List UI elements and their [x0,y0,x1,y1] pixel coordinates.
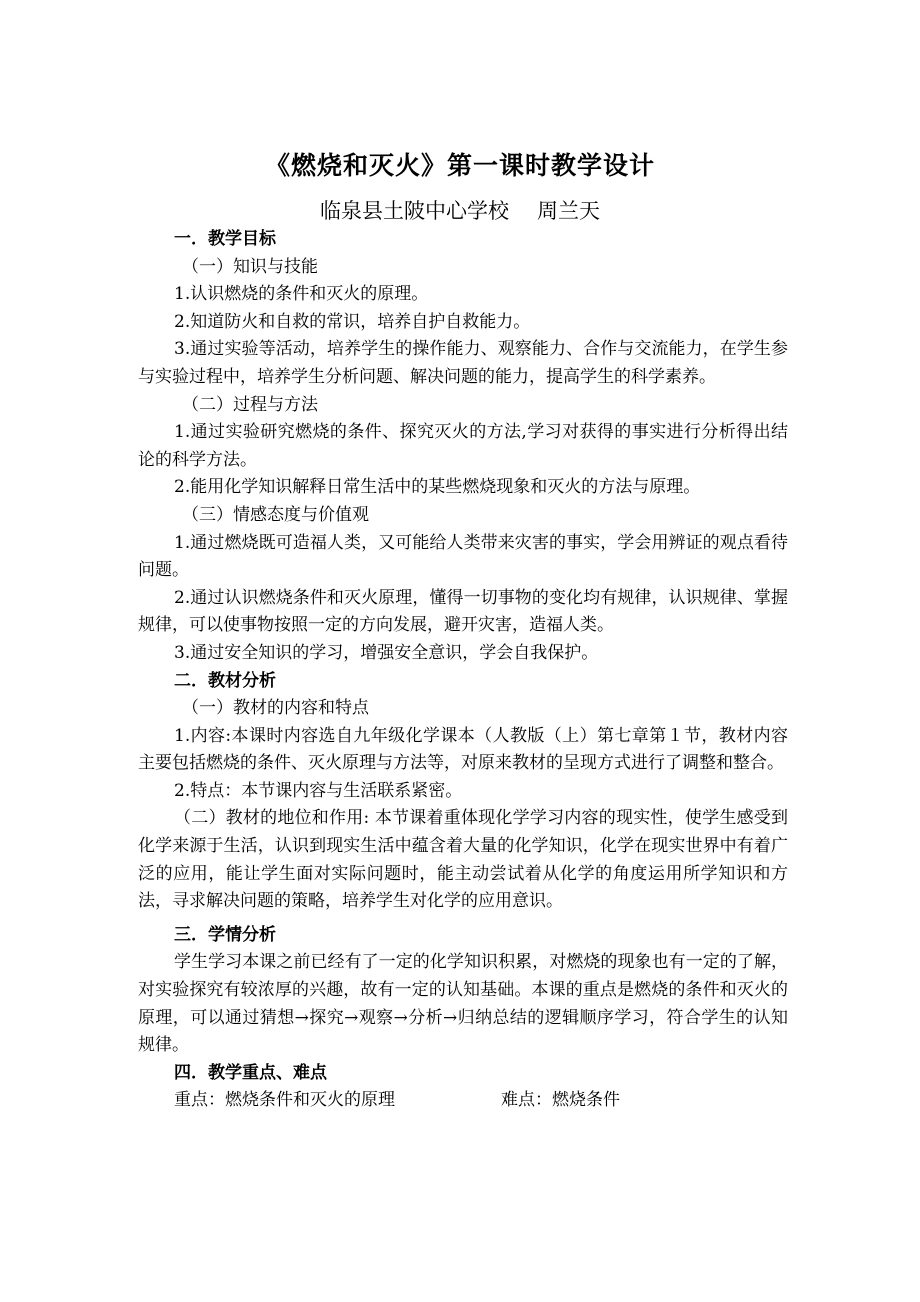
paragraph: 1.内容:本课时内容选自九年级化学课本（人教版（上）第七章第１节，教材内容主要包括燃烧的条件、灭火原理与方法等，对原来教材的呈现方式进行了调整和整合。 [138,725,788,774]
key-points-line [138,1087,788,1115]
paragraph: 3.通过安全知识的学习，增强安全意识，学会自我保护。 [174,642,599,663]
section-heading: 三．学情分析 [174,924,276,945]
page-title: 《燃烧和灭火》第一课时教学设计 [264,151,655,180]
paragraph: （二）教材的地位和作用: 本节课着重体现化学学习内容的现实性，使学生感受到化学来源于生活，认识到现实生活中蕴含着大量的化学知识，化学在现实世界中有着广泛的应用，能让学生面对实际问题时，能主动尝试着从化学的角度运用所学知识和方法，寻求解决问题的策略，培养学生对化学的应用意识。 [138,808,788,912]
document-body [138,226,788,1115]
subsection-heading: （三）情感态度与价值观 [182,504,369,525]
paragraph: 2.能用化学知识解释日常生活中的某些燃烧现象和灭火的方法与原理。 [174,477,701,498]
section-heading: 四．教学重点、难点 [174,1062,327,1083]
paragraph: 2.特点：本节课内容与生活联系紧密。 [174,780,463,801]
paragraph: 1.通过燃烧既可造福人类，又可能给人类带来灾害的事实，学会用辨证的观点看待问题。 [138,532,788,581]
subsection-heading: （一）教材的内容和特点 [182,698,369,719]
author-line [0,195,920,225]
subsection-heading: （二）过程与方法 [182,394,318,415]
paragraph: 2.通过认识燃烧条件和灭火原理，懂得一切事物的变化均有规律，认识规律、掌握规律，可以使事物按照一定的方向发展，避开灾害，造福人类。 [138,587,788,636]
section-heading: 二．教材分析 [174,670,276,691]
subsection-heading: （一）知识与技能 [182,256,318,277]
paragraph: 学生学习本课之前已经有了一定的化学知识积累，对燃烧的现象也有一定的了解，对实验探究有较浓厚的兴趣，故有一定的认知基础。本课的重点是燃烧的条件和灭火的原理，可以通过猜想→探究→观察→分析→归纳总结的逻辑顺序学习，符合学生的认知规律。 [138,952,788,1056]
paragraph: 1.通过实验研究燃烧的条件、探究灭火的方法,学习对获得的事实进行分析得出结论的科学方法。 [138,422,788,470]
difficult-point: 难点：燃烧条件 [501,1090,620,1111]
key-point: 重点：燃烧条件和灭火的原理 [174,1090,395,1111]
paragraph: 2.知道防火和自救的常识，培养自护自救能力。 [174,311,531,332]
paragraph: 3.通过实验等活动，培养学生的操作能力、观察能力、合作与交流能力，在学生参与实验过程中，培养学生分析问题、解决问题的能力，提高学生的科学素养。 [138,339,788,387]
author-school: 临泉县土陂中心学校 [320,199,509,223]
paragraph: 1.认识燃烧的条件和灭火的原理。 [174,284,429,305]
author-name: 周兰天 [537,199,600,223]
section-heading: 一．教学目标 [174,229,276,249]
